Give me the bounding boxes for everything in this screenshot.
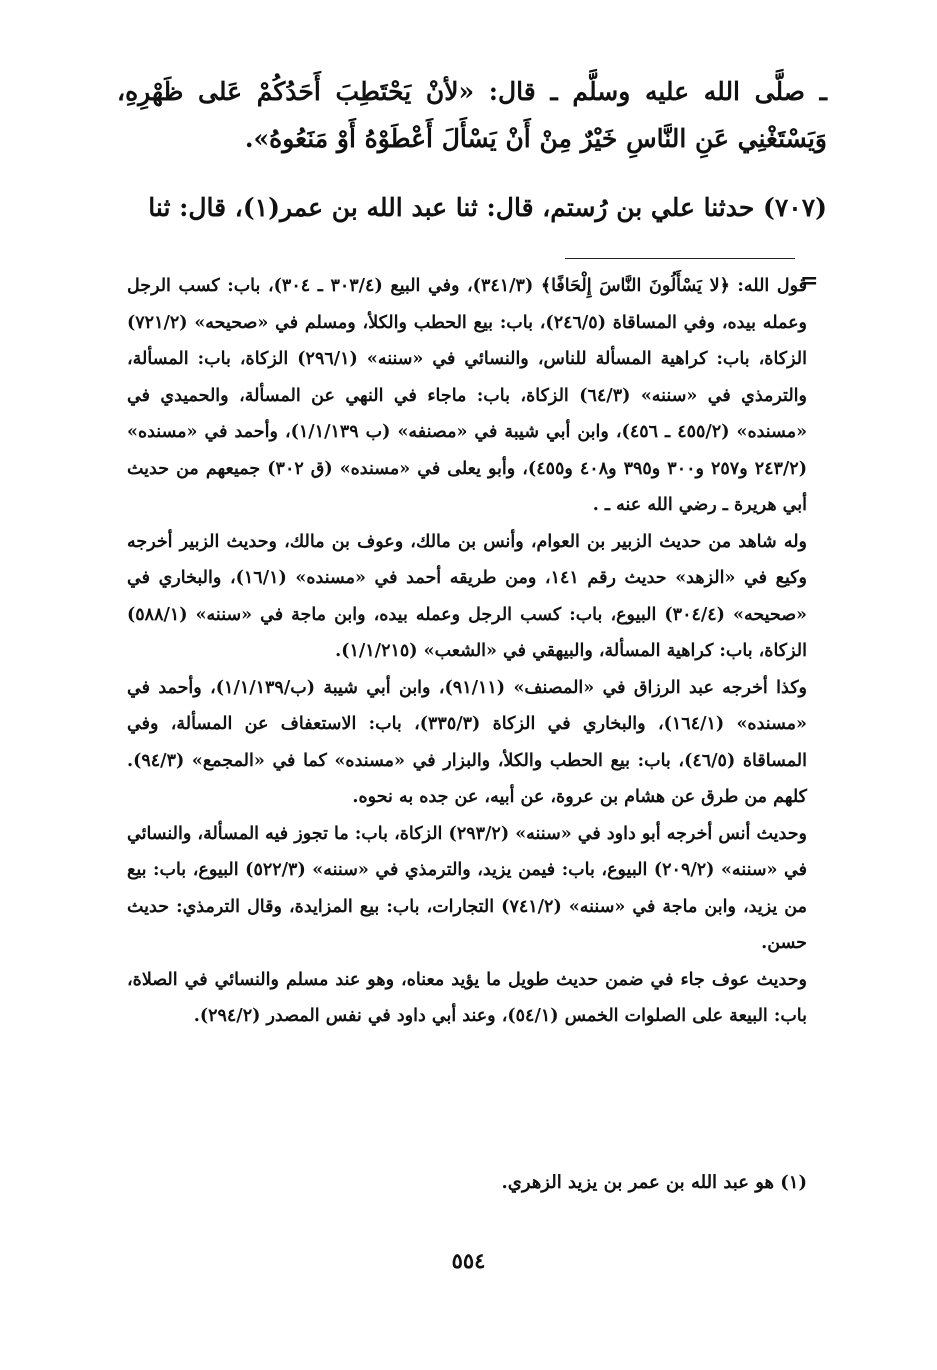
footnote-divider <box>565 258 795 259</box>
page-number: ٥٥٤ <box>451 1248 486 1273</box>
main-hadith-text: ـ صلَّى الله عليه وسلَّم ـ قال: «لأنْ يَحْتَطِبَ أَحَدُكُمْ عَلى ظَهْرِهِ، وَيَسْتَغْنِي عَنِ النَّاسِ خَيْرٌ مِنْ أَنْ يَسْأَلَ أَعْطَوْهُ أَوْ مَنَعُوهُ». <box>117 77 827 153</box>
continuation-marker: = <box>800 268 819 294</box>
footnote-1: (١) هو عبد الله بن عمر بن يزيد الزهري. <box>501 1172 807 1193</box>
footnote-paragraph: وحديث عوف جاء في ضمن حديث طويل ما يؤيد معناه، وهو عند مسلم والنسائي في الصلاة، باب: البيعة على الصلوات الخمس (٥٤/١)، وعند أبي داود في نفس المصدر (٢٩٤/٢). <box>127 969 807 1026</box>
footnote-paragraph: قول الله: ﴿لا يَسْأَلُونَ النَّاسَ إِلْحَافًا﴾ (٣٤١/٣)، وفي البيع (٣٠٣/٤ ـ ٣٠٤)، باب: كسب الرجل وعمله بيده، وفي المساقاة (٢٤٦/٥)، باب: بيع الحطب والكلأ، ومسلم في «صحيحه» (٧٢١/٢) الزكاة، باب: كراهية المسألة للناس، والنسائي في «سننه» (٢٩٦/١) الزكاة، باب: المسألة، والترمذي في «سننه» (٦٤/٣) الزكاة، باب: ماجاء في النهي عن المسألة، والحميدي في «مسنده» (٤٥٥/٢ ـ ٤٥٦)، وابن أبي شيبة في «مصنفه» (ب ١/١/١٣٩)، وأحمد في «مسنده» (٢٤٣/٢ و٢٥٧ و٣٠٠ و٣٩٥ و٤٠٨ و٤٥٥)، وأبو يعلى في «مسنده» (ق ٣٠٢) جميعهم من حديث أبي هريرة ـ رضي الله عنه ـ . <box>127 276 808 515</box>
footnote-paragraph: وكذا أخرجه عبد الرزاق في «المصنف» (٩١/١١)، وابن أبي شيبة (ب/١/١/١٣٩)، وأحمد في «مسنده» (١٦٤/١)، والبخاري في الزكاة (٣٣٥/٣)، باب: الاستعفاف عن المسألة، وفي المساقاة (٤٦/٥)، باب: بيع الحطب والكلأ، والبزار في «مسنده» كما في «المجمع» (٩٤/٣). كلهم من طرق عن هشام بن عروة، عن أبيه، عن جده به نحوه. <box>127 677 808 807</box>
footnotes-section <box>127 268 807 1035</box>
hadith-707-chain: (٧٠٧) حدثنا علي بن رُستم، قال: ثنا عبد الله بن عمر(١)، قال: ثنا <box>148 193 827 222</box>
footnote-paragraph: وحديث أنس أخرجه أبو داود في «سننه» (٢٩٣/٢) الزكاة، باب: ما تجوز فيه المسألة، والنسائي في «سننه» (٢٠٩/٢) البيوع، باب: فيمن يزيد، والترمذي في «سننه» (٥٢٢/٣) البيوع، باب: بيع من يزيد، وابن ماجة في «سننه» (٧٤١/٢) التجارات، باب: بيع المزايدة، وقال الترمذي: حديث حسن. <box>127 823 808 953</box>
footnote-paragraph: وله شاهد من حديث الزبير بن العوام، وأنس بن مالك، وعوف بن مالك، وحديث الزبير أخرجه وكيع في «الزهد» حديث رقم ١٤١، ومن طريقه أحمد في «مسنده» (١٦/١)، والبخاري في «صحيحه» (٣٠٤/٤) البيوع، باب: كسب الرجل وعمله بيده، وابن ماجة في «سننه» (٥٨٨/١) الزكاة، باب: كراهية المسألة، والبيهقي في «الشعب» (١/١/٢١٥). <box>127 531 808 661</box>
